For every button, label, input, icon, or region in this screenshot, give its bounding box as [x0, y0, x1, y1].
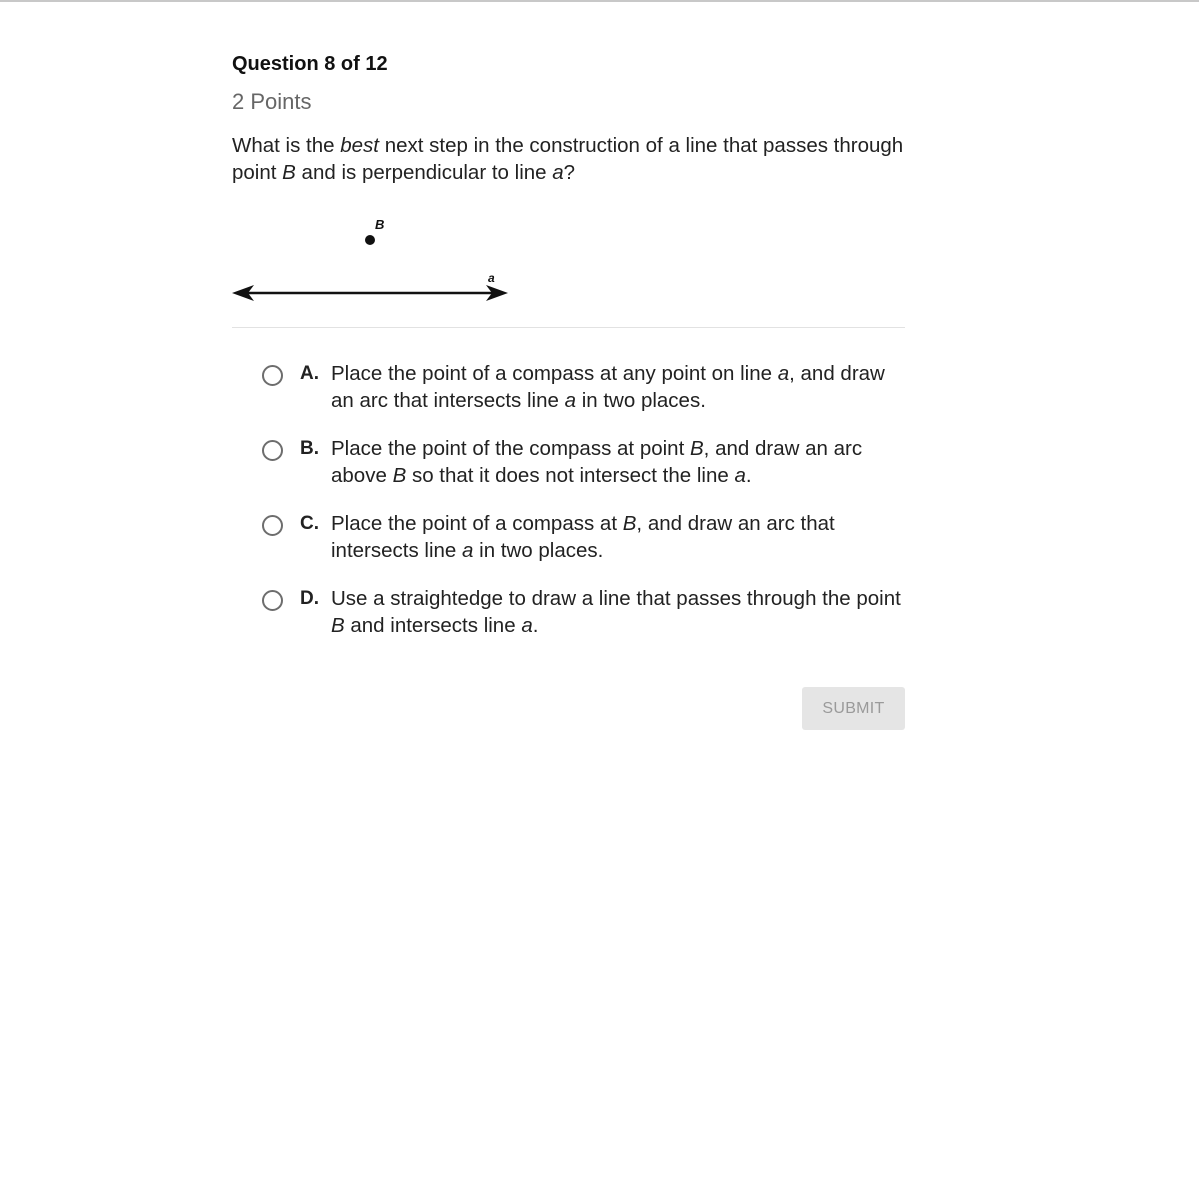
- point-b: [365, 235, 375, 245]
- prompt-segment: best: [340, 134, 379, 157]
- option-text: [331, 510, 911, 564]
- radio-option-a[interactable]: [262, 365, 283, 386]
- option-segment: .: [745, 464, 752, 487]
- question-prompt: [232, 132, 905, 186]
- option-segment: a: [734, 464, 746, 487]
- radio-option-b[interactable]: [262, 440, 283, 461]
- option-segment: a: [462, 539, 474, 562]
- top-divider: [0, 0, 1199, 2]
- prompt-segment: B: [282, 161, 296, 184]
- option-segment: Use a straightedge to draw a line that passes through the point: [331, 587, 901, 610]
- option-segment: in two places.: [576, 389, 706, 412]
- option-d[interactable]: [260, 582, 910, 657]
- option-segment: a: [521, 614, 533, 637]
- option-segment: Place the point of a compass at: [331, 512, 623, 535]
- option-segment: B: [331, 614, 345, 637]
- prompt-segment: What is the: [232, 134, 341, 157]
- option-letter: D.: [300, 588, 319, 609]
- prompt-segment: a: [552, 161, 564, 184]
- radio-option-c[interactable]: [262, 515, 283, 536]
- option-b[interactable]: [260, 432, 910, 507]
- option-letter: C.: [300, 513, 319, 534]
- prompt-segment: ?: [563, 161, 576, 184]
- option-segment: Place the point of a compass at any point on line: [331, 362, 778, 385]
- option-text: [331, 585, 911, 639]
- option-c[interactable]: [260, 507, 910, 582]
- option-segment: B: [689, 437, 704, 460]
- option-letter: B.: [300, 438, 319, 459]
- section-divider: [232, 327, 905, 328]
- option-segment: so that it does not intersect the line: [406, 464, 735, 487]
- prompt-segment: next step in the construction of a line that passes through point: [232, 134, 904, 184]
- option-segment: and intersects line: [344, 614, 522, 637]
- option-segment: .: [532, 614, 539, 637]
- point-b-label: B: [375, 217, 385, 232]
- option-segment: a: [564, 389, 576, 412]
- option-segment: B: [622, 512, 637, 535]
- option-letter: A.: [300, 363, 319, 384]
- prompt-segment: and is perpendicular to line: [295, 161, 553, 184]
- option-segment: Place the point of the compass at point: [331, 437, 690, 460]
- option-segment: , and draw an arc that intersects line: [331, 362, 885, 412]
- line-a-label: a: [488, 271, 495, 285]
- construction-figure: [232, 212, 522, 312]
- radio-option-d[interactable]: [262, 590, 283, 611]
- points-label: 2 Points: [232, 89, 312, 114]
- option-segment: a: [777, 362, 790, 385]
- option-a[interactable]: [260, 357, 910, 432]
- answer-options: [260, 357, 910, 657]
- option-segment: , and draw an arc that intersects line: [331, 512, 835, 562]
- option-text: [331, 435, 911, 489]
- question-number: Question 8 of 12: [232, 53, 388, 75]
- option-segment: B: [392, 464, 407, 487]
- option-segment: , and draw an arc above: [331, 437, 863, 487]
- option-text: [331, 360, 911, 414]
- option-segment: in two places.: [473, 539, 604, 562]
- submit-button[interactable]: SUBMIT: [802, 687, 905, 730]
- question-card: [232, 50, 905, 717]
